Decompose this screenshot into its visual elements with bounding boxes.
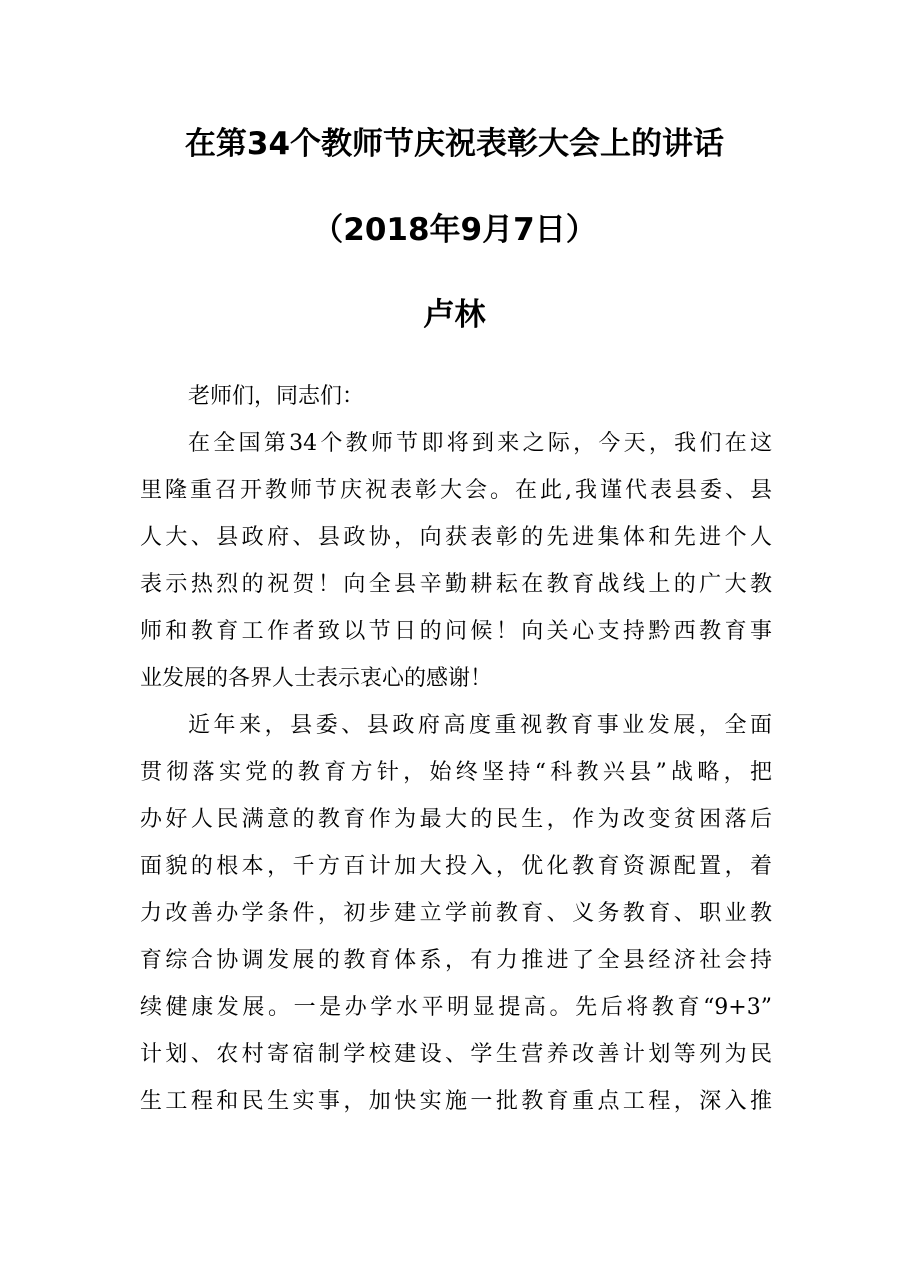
paragraph-line: 里隆重召开教师节庆祝表彰大会。在此,我谨代表县委、县: [140, 478, 772, 503]
paragraph-line: 贯彻落实党的教育方针，始终坚持“科教兴县”战略，把: [140, 760, 772, 785]
paragraph-line: 人大、县政府、县政协，向获表彰的先进集体和先进个人: [140, 525, 772, 550]
date-line: （2018年9月7日）: [312, 212, 597, 248]
paragraph-line: 在全国第34个教师节即将到来之际，今天，我们在这: [188, 431, 772, 456]
paragraph-line: 育综合协调发展的教育体系，有力推进了全县经济社会持: [140, 948, 772, 973]
paragraph-line: 续健康发展。一是办学水平明显提高。先后将教育“9+3”: [140, 995, 772, 1020]
paragraph-line: 师和教育工作者致以节日的问候！向关心支持黔西教育事: [140, 619, 772, 644]
paragraph-line: 计划、农村寄宿制学校建设、学生营养改善计划等列为民: [140, 1042, 772, 1067]
paragraph-line: 办好人民满意的教育作为最大的民生，作为改变贫困落后: [140, 807, 772, 832]
speaker-name: 卢林: [423, 297, 486, 333]
paragraph-line: 面貌的根本，千方百计加大投入，优化教育资源配置，着: [140, 854, 772, 879]
paragraph-2: [140, 702, 772, 1125]
paragraph-line: 力改善办学条件，初步建立学前教育、义务教育、职业教: [140, 901, 772, 926]
document-title: 在第34个教师节庆祝表彰大会上的讲话: [184, 126, 725, 162]
paragraph-1: [140, 420, 772, 702]
paragraph-line: 表示热烈的祝贺！向全县辛勤耕耘在教育战线上的广大教: [140, 572, 772, 597]
paragraph-line: 生工程和民生实事，加快实施一批教育重点工程，深入推: [140, 1089, 772, 1114]
paragraph-line: 业发展的各界人士表示衷心的感谢！: [140, 666, 493, 691]
salutation: 老师们，同志们：: [188, 384, 365, 409]
paragraph-line: 近年来，县委、县政府高度重视教育事业发展，全面: [188, 713, 772, 738]
